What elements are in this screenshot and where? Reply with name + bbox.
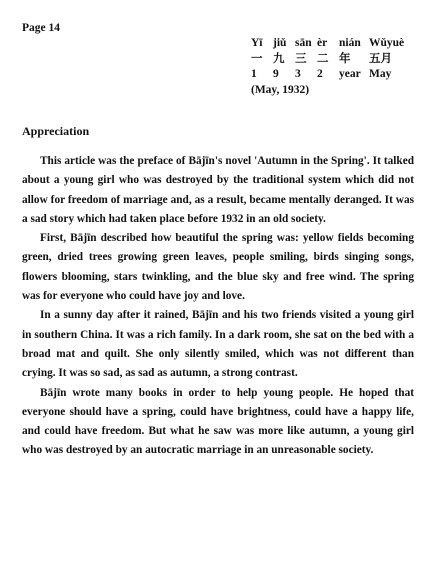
page-number: Page 14	[22, 22, 61, 34]
chinese-2: 九	[273, 52, 285, 65]
paragraph: Bājīn wrote many books in order to help young people. He hoped that everyone should have a spring, could have brightness, could have a happy life, and could have freedom. But what he saw was more like autumn, a young girl who was destroyed by an autocratic marriage in an unreasonable society.	[22, 386, 414, 457]
pinyin-1: Yī	[251, 37, 263, 49]
chinese-1: 一	[251, 52, 263, 65]
english-5: year	[339, 68, 361, 80]
pinyin-3: sān	[295, 37, 312, 49]
pinyin-6: Wǔyuè	[369, 37, 405, 49]
english-4: 2	[317, 68, 323, 80]
body-text	[22, 152, 414, 461]
chinese-4: 二	[317, 52, 329, 65]
pinyin-5: nián	[339, 37, 361, 49]
date-chinese-row	[251, 52, 409, 68]
date-block	[251, 36, 409, 98]
english-6: May	[369, 68, 392, 80]
english-1: 1	[251, 68, 257, 80]
date-pinyin-row	[251, 36, 409, 52]
pinyin-2: jiǔ	[273, 37, 287, 49]
chinese-3: 三	[295, 52, 307, 65]
date-note: (May, 1932)	[251, 83, 310, 96]
chinese-6: 五月	[369, 52, 392, 65]
english-3: 3	[295, 68, 301, 80]
date-english-row	[251, 67, 409, 83]
chinese-5: 年	[339, 52, 351, 65]
paragraph: First, Bājīn described how beautiful the spring was: yellow fields becoming green, dried trees growing green leaves, people smiling, birds singing songs, flowers blooming, stars twinkling, and the blue sky and free wind. The spring was for everyone who could have joy and love.	[22, 232, 414, 303]
paragraph: This article was the preface of Bājīn's novel 'Autumn in the Spring'. It talked about a young girl who was destroyed by the traditional system which did not allow for freedom of marriage and, as a result, became mentally deranged. It was a sad story which had taken place before 1932 in an old society.	[22, 155, 414, 225]
english-2: 9	[273, 68, 279, 80]
pinyin-4: èr	[317, 37, 328, 49]
section-heading: Appreciation	[22, 124, 90, 138]
paragraph: In a sunny day after it rained, Bājīn and his two friends visited a young girl in southern China. It was a rich family. In a dark room, she sat on the bed with a broad mat and quilt. She only silently smiled, which was not different than crying. It was so sad, as sad as autumn, a strong contrast.	[22, 309, 414, 380]
